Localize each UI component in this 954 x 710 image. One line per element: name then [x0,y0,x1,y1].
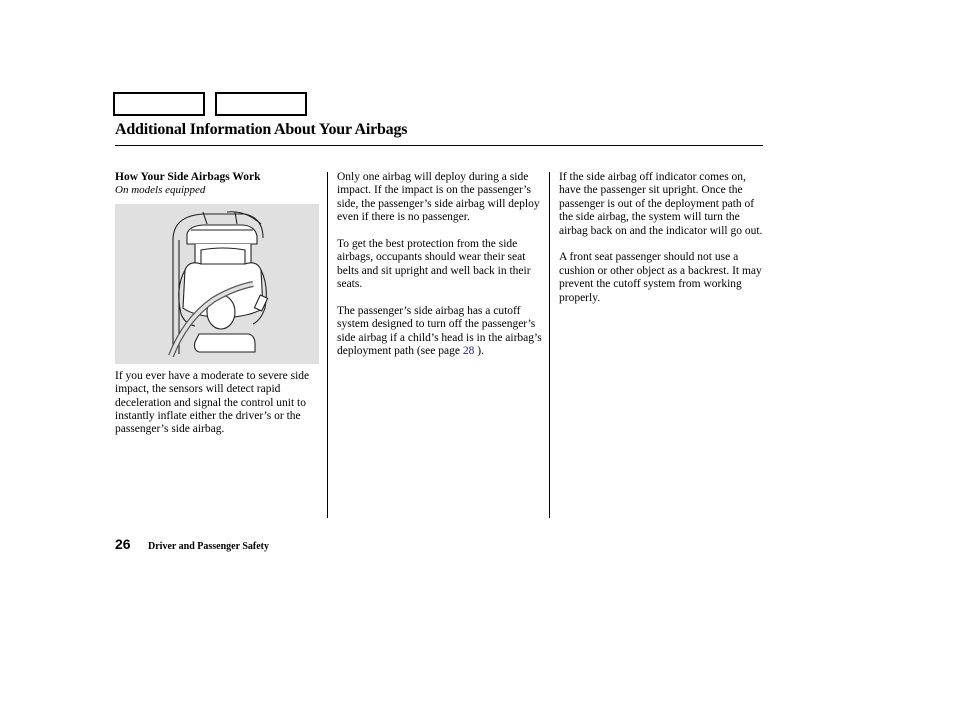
section-footer: Driver and Passenger Safety [148,541,270,552]
nav-box-previous[interactable] [113,92,205,116]
paragraph: If the side airbag off indicator comes on, have the passenger sit upright. Once the passenger is out of the deployment path of the side airbag, the system will turn the airbag back on and the indicator will go out. [559,171,763,237]
paragraph-text: ). [474,345,484,358]
page-reference-link[interactable]: 28 [462,345,475,358]
section-heading: How Your Side Airbags Work [115,171,261,183]
paragraph-text: The passenger’s side airbag has a cutoff system designed to turn off the passenger’s side airbag if a child’s head is in the airbag’s deployment path (see page [337,305,542,358]
page-title: Additional Information About Your Airbags [115,121,408,138]
column-3 [559,171,765,318]
paragraph: To get the best protection from the side airbags, occupants should wear their seat belts and sit upright and well back in their seats. [337,238,531,291]
section-subheading: On models equipped [115,184,206,197]
paragraph: If you ever have a moderate to severe side impact, the sensors will detect rapid deceleration and signal the control unit to instantly inflate either the driver’s or the passenger’s side airbag. [115,369,310,436]
occupant-illustration [115,204,319,364]
column-1 [115,171,325,450]
paragraph: A front seat passenger should not use a cushion or other object as a backrest. It may prevent the cutoff system from working properly. [559,251,762,304]
title-divider [115,145,763,146]
column-2 [337,171,547,372]
occupant-illustration-svg [115,204,319,364]
nav-box-next[interactable] [215,92,307,116]
paragraph: Only one airbag will deploy during a side impact. If the impact is on the passenger’s side, the passenger’s side airbag will deploy even if there is no passenger. [337,171,540,224]
page-number: 26 [115,536,131,552]
paragraph-with-link [337,305,547,359]
column-divider-1 [327,172,328,518]
column-divider-2 [549,172,550,518]
